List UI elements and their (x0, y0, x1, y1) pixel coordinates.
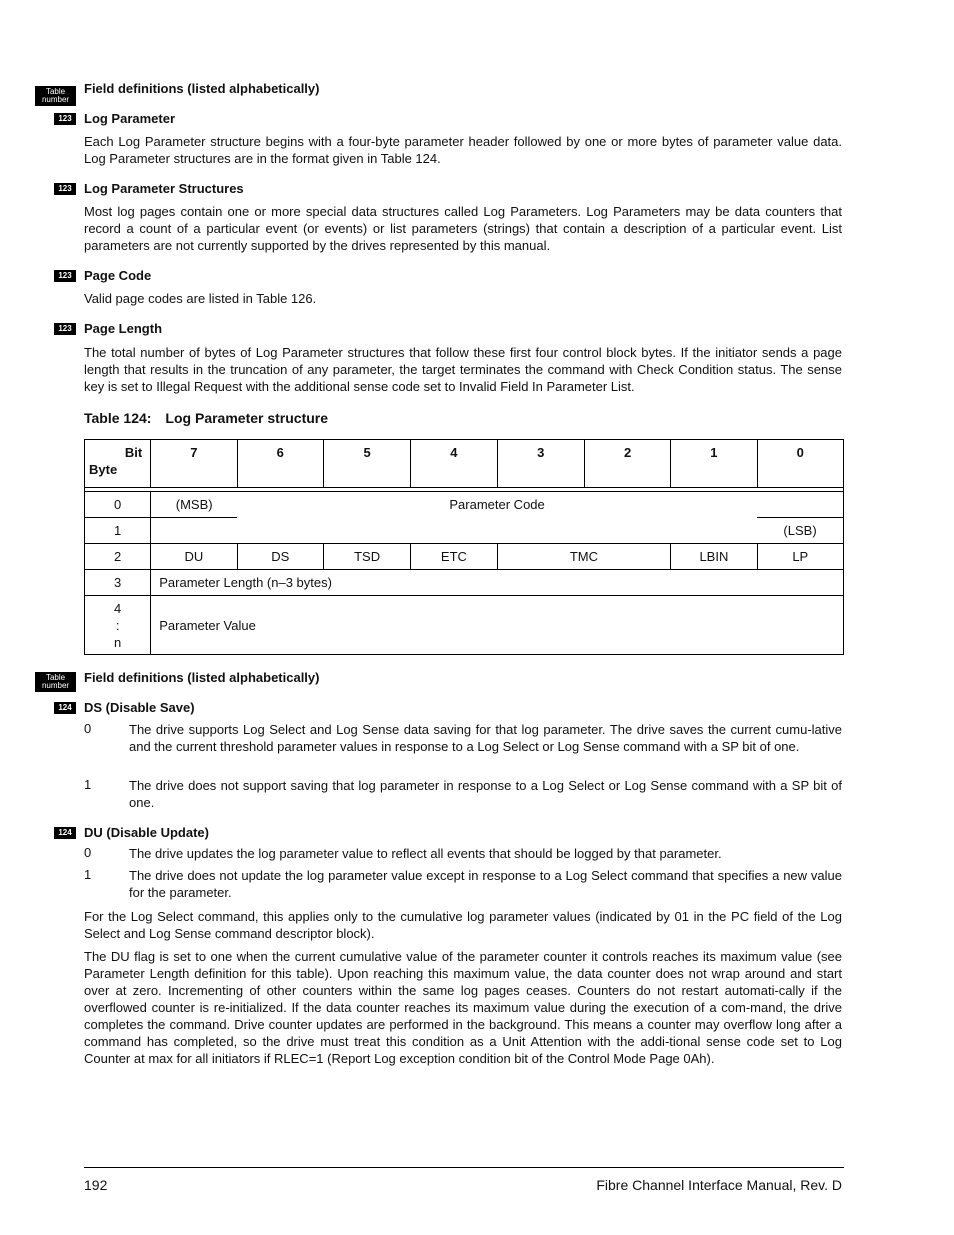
bit-header: 5 (323, 440, 410, 488)
table-ref-badge: 123 (54, 113, 76, 125)
du-cell: DU (151, 544, 237, 570)
badge-line: number (41, 681, 70, 690)
field-description: The total number of bytes of Log Parameter structures that follow these first four control block bytes. If the initiator sends a page length that results in the truncation of any parameter, the target terminates the command with Check Condition status. The sense key is set to Illegal Request with the additional sense code set to Invalid Field In Parameter List. (84, 345, 842, 394)
bit-label: Bit (124, 445, 143, 460)
section-title: Field definitions (listed alphabetically) (84, 670, 320, 685)
bit-header: 0 (757, 440, 843, 488)
parameter-code-cell: Parameter Code (237, 492, 757, 518)
msb-cell: (MSB) (151, 492, 237, 518)
value-number: 0 (84, 845, 92, 860)
table-ref-badge: 123 (54, 183, 76, 195)
parameter-length-cell: Parameter Length (n–3 bytes) (151, 570, 844, 596)
empty-cell (757, 492, 843, 518)
bit-header: 3 (497, 440, 584, 488)
field-title: DS (Disable Save) (84, 700, 195, 715)
bit-header: 7 (151, 440, 237, 488)
table-number-badge (35, 672, 76, 692)
bit-byte-header (85, 440, 151, 488)
paragraph: The DU flag is set to one when the current cumulative value of the parameter counter it controls reaches its maximum value (see Parameter Length definition for this table). Upon reaching this maximum value, the data counter does not wrap around and start over at zero. Incrementing of other counters within the same log pages ceases. Counters do not restart automati-cally if the overflowed counter is re-initialized. If the data counter reaches its maximum value during the execution of a com-mand, the drive completes the command. Drive counter updates are performed in the background. This means a counter may overflow long after a command has completed, so the drive must treat this condition as a Unit Attention with the addi-tional sense code set to Log Counter at max for all initiators if RLEC=1 (Report Log exception condition bit of the Control Mode Page 0Ah). (84, 949, 842, 1066)
field-title: Log Parameter Structures (84, 181, 244, 196)
byte-label: Byte (89, 462, 118, 477)
footer-rule (84, 1167, 844, 1168)
value-description: The drive updates the log parameter value to reflect all events that should be logged by that parameter. (129, 846, 722, 861)
byte-number: 2 (85, 544, 151, 570)
table-ref-badge: 123 (54, 270, 76, 282)
bit-header: 1 (671, 440, 757, 488)
value-number: 1 (84, 777, 92, 792)
table-number-badge (35, 86, 76, 106)
byte-number (85, 596, 151, 655)
field-title: Page Code (84, 268, 152, 283)
badge-line: number (41, 95, 70, 104)
value-number: 1 (84, 867, 92, 882)
lbin-cell: LBIN (671, 544, 757, 570)
bit-header: 6 (237, 440, 323, 488)
ds-cell: DS (237, 544, 323, 570)
empty-cell (151, 518, 237, 544)
byte-line: 4 (114, 600, 122, 616)
etc-cell: ETC (411, 544, 497, 570)
field-description: Valid page codes are listed in Table 126. (84, 291, 317, 306)
value-description: The drive supports Log Select and Log Sense data saving for that log parameter. The drive saves the current cumu-lative and the current threshold parameter values in response to a Log Select or Log Sense command with a SP bit of one. (129, 722, 842, 754)
log-parameter-table (84, 439, 844, 655)
empty-cell (237, 518, 757, 544)
lp-cell: LP (757, 544, 843, 570)
manual-title: Fibre Channel Interface Manual, Rev. D (596, 1177, 842, 1193)
table-row (85, 544, 844, 570)
table-row (85, 492, 844, 518)
byte-line: : (115, 617, 120, 633)
page-number: 192 (84, 1177, 108, 1193)
field-title: Log Parameter (84, 111, 176, 126)
section-title: Field definitions (listed alphabetically) (84, 81, 320, 96)
field-title: Page Length (84, 321, 163, 336)
value-number: 0 (84, 721, 92, 736)
field-description: Each Log Parameter structure begins with a four-byte parameter header followed by one or more bytes of parameter value data. Log Parameter structures are in the format given in Table 124. (84, 134, 842, 166)
byte-number: 1 (85, 518, 151, 544)
table-ref-badge: 124 (54, 702, 76, 714)
value-description: The drive does not update the log parameter value except in response to a Log Select command that specifies a new value for the parameter. (129, 868, 842, 900)
table-row (85, 570, 844, 596)
table-ref-badge: 124 (54, 827, 76, 839)
lsb-cell: (LSB) (757, 518, 843, 544)
byte-number: 3 (85, 570, 151, 596)
byte-line: n (114, 634, 122, 650)
table-header-row (85, 440, 844, 488)
table-row (85, 518, 844, 544)
tmc-cell: TMC (497, 544, 671, 570)
table-ref-badge: 123 (54, 323, 76, 335)
field-title: DU (Disable Update) (84, 825, 209, 840)
parameter-value-cell: Parameter Value (151, 596, 844, 655)
bit-header: 2 (584, 440, 670, 488)
value-description: The drive does not support saving that log parameter in response to a Log Select or Log Sense command with a SP bit of one. (129, 778, 842, 810)
table-row (85, 596, 844, 655)
byte-number: 0 (85, 492, 151, 518)
field-description: Most log pages contain one or more special data structures called Log Parameters. Log Parameters may be data counters that record a count of a particular event (or events) or list parameters (strings) that contain a description of a particular event. List parameters are not currently supported by the drives represented by this manual. (84, 204, 842, 253)
badge-line: Table (45, 87, 66, 96)
bit-header: 4 (411, 440, 497, 488)
badge-line: Table (45, 673, 66, 682)
tsd-cell: TSD (323, 544, 410, 570)
table-caption: Table 124: Log Parameter structure (84, 410, 329, 426)
paragraph: For the Log Select command, this applies only to the cumulative log parameter values (indicated by 01 in the PC field of the Log Select and Log Sense command descriptor block). (84, 909, 842, 941)
